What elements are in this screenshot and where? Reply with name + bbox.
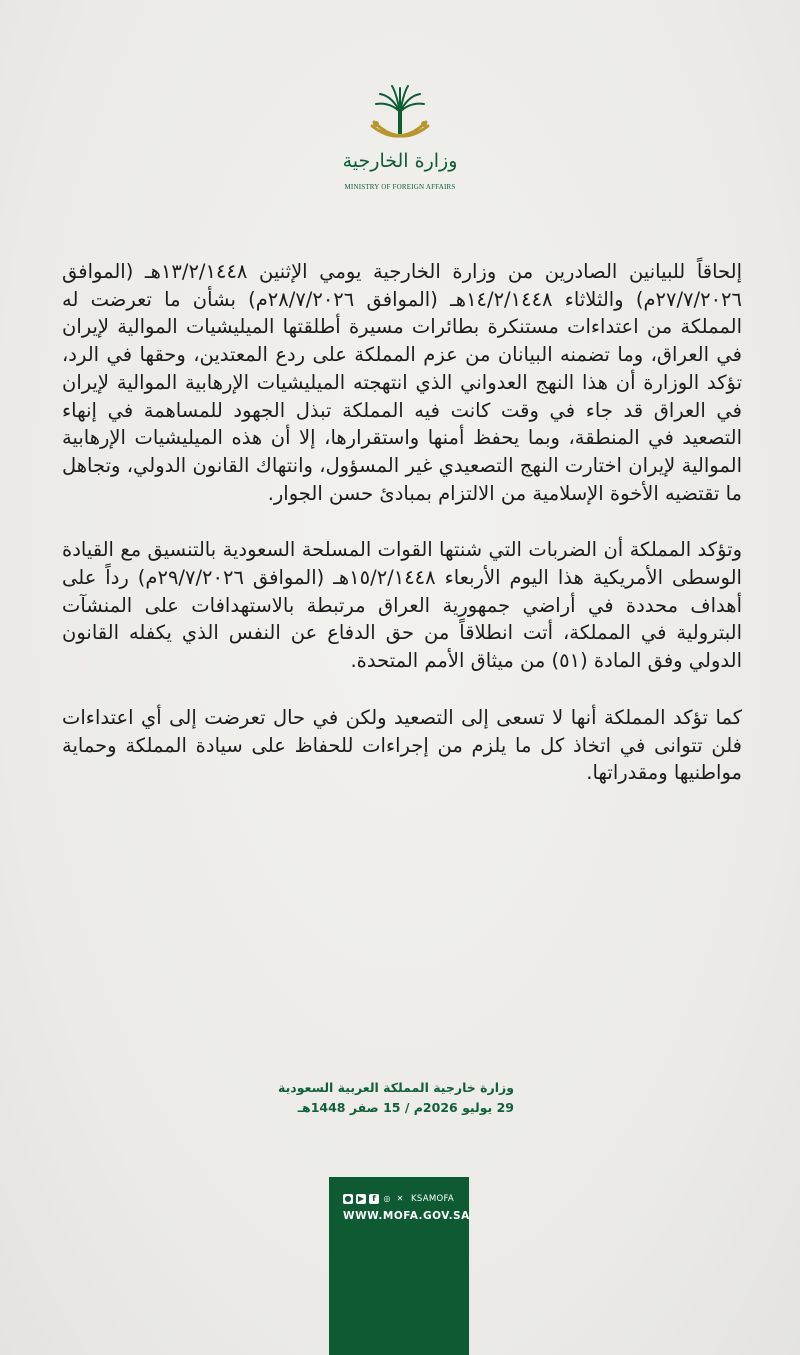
website-link[interactable]: WWW.MOFA.GOV.SA: [343, 1210, 470, 1222]
social-handle: KSAMOFA: [411, 1194, 454, 1204]
statement-body: [62, 258, 742, 816]
facebook-icon[interactable]: f: [369, 1194, 379, 1204]
x-icon[interactable]: ✕: [396, 1194, 404, 1203]
social-icons-row: [343, 1194, 454, 1204]
signature-block: [278, 1078, 514, 1118]
ministry-name-english: MINISTRY OF FOREIGN AFFAIRS: [344, 183, 456, 191]
statement-paragraph-1: إلحاقاً للبيانين الصادرين من وزارة الخارجية يومي الإثنين ١٣/٢/١٤٤٨هـ (الموافق ٢٧/٧/٢٠٢٦م) والثلاثاء ١٤/٢/١٤٤٨هـ (الموافق ٢٨/٧/٢٠٢٦م) بشأن ما تعرضت له المملكة من اعتداءات مستنكرة بطائرات مسيرة أطلقتها الميليشيات الموالية لإيران في العراق، وما تضمنه البيانان من عزم المملكة على ردع المعتدين، وحقها في الرد، تؤكد الوزارة أن هذا النهج العدواني الذي انتهجته الميليشيات الإرهابية الموالية لإيران في العراق قد جاء في وقت كانت فيه المملكة تبذل الجهود للمساهمة في إنهاء التصعيد في المنطقة، وبما يحفظ أمنها واستقرارها، إلا أن هذه الميليشيات الإرهابية الموالية لإيران اختارت النهج التصعيدي غير المسؤول، وانتهاك القانون الدولي، وتجاهل ما تقتضيه الأخوة الإسلامية من الالتزام بمبادئ حسن الجوار.: [62, 260, 742, 505]
signature-date: 29 يوليو 2026م / 15 صفر 1448هـ: [297, 1100, 514, 1115]
instagram-icon[interactable]: ◎: [383, 1194, 391, 1203]
statement-paragraph-3: كما تؤكد المملكة أنها لا تسعى إلى التصعيد ولكن في حال تعرضت إلى أي اعتداءات فلن تتوانى في اتخاذ كل ما يلزم من إجراءات للحفاظ على سيادة المملكة وحماية مواطنيها ومقدراتها.: [62, 705, 742, 785]
signature-issuer: وزارة خارجية المملكة العربية السعودية: [278, 1080, 514, 1095]
statement-paragraph-2: وتؤكد المملكة أن الضربات التي شنتها القوات المسلحة السعودية بالتنسيق مع القيادة الوسطى الأمريكية هذا اليوم الأربعاء ١٥/٢/١٤٤٨هـ (الموافق ٢٩/٧/٢٠٢٦م) رداً على أهداف محددة في أراضي جمهورية العراق مرتبطة بالاستهدافات على المنشآت البترولية في المملكة، أتت انطلاقاً من حق الدفاع عن النفس الذي يكفله القانون الدولي وفق المادة (٥١) من ميثاق الأمم المتحدة.: [62, 538, 742, 673]
ministry-name-arabic: وزارة الخارجية: [342, 150, 458, 172]
youtube-icon[interactable]: ▶: [357, 1194, 365, 1203]
snapchat-icon[interactable]: ●: [344, 1194, 352, 1203]
footer-contact-bar: [329, 1177, 469, 1355]
